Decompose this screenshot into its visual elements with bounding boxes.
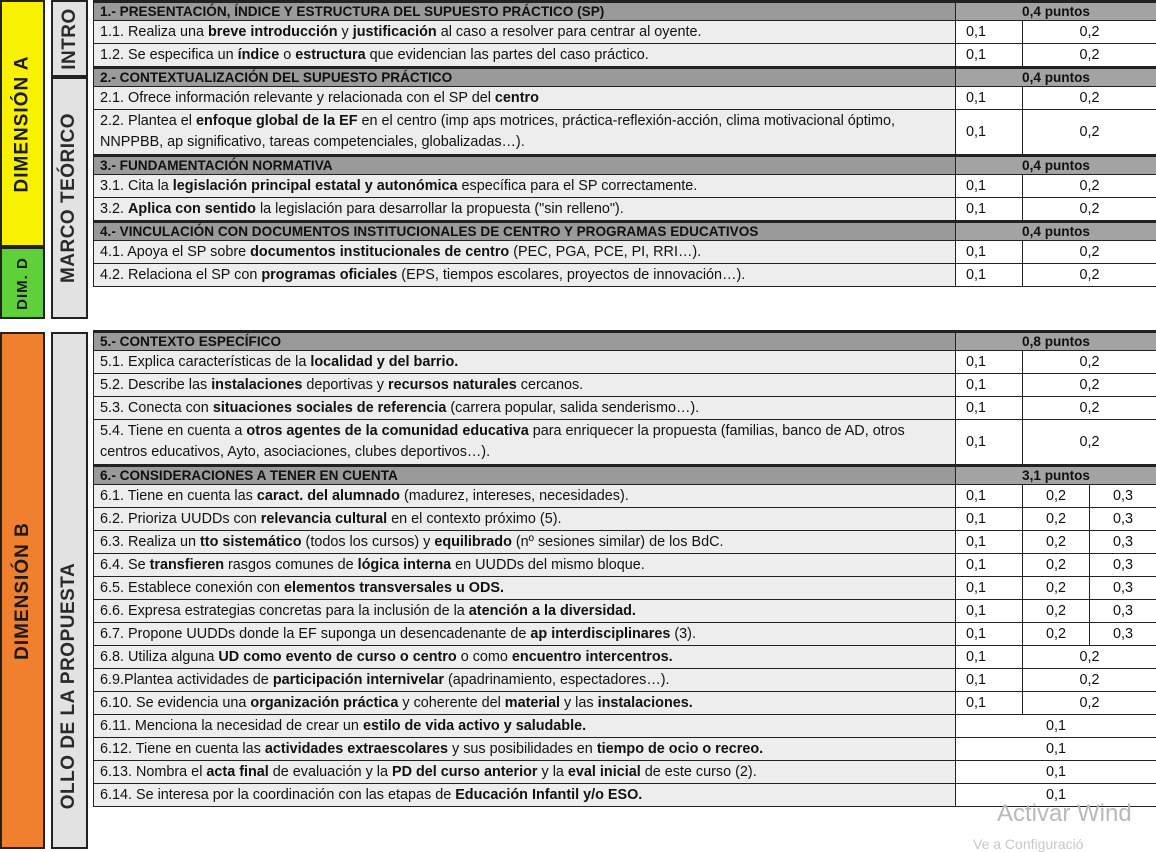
score-cell: 0,1 — [956, 241, 1023, 264]
criterion-text: 1.1. Realiza una breve introducción y justificación al caso a resolver para centrar al oyente. — [94, 21, 956, 44]
section-title: 4.- VINCULACIÓN CON DOCUMENTOS INSTITUCIONALES DE CENTRO Y PROGRAMAS EDUCATIVOS — [94, 222, 956, 241]
section-header — [94, 466, 1156, 485]
criterion-row — [94, 175, 1156, 198]
criterion-text: 5.4. Tiene en cuenta a otros agentes de la comunidad educativa para enriquecer la propuesta (familias, banco de AD, otros centros educativos, Ayto, asociaciones, clubes deportivos…). — [94, 420, 956, 466]
section-points: 0,4 puntos — [956, 68, 1156, 87]
score-cell: 0,1 — [956, 531, 1023, 554]
criterion-row — [94, 508, 1156, 531]
section-title: 2.- CONTEXTUALIZACIÓN DEL SUPUESTO PRÁCTICO — [94, 68, 956, 87]
section-points: 0,4 puntos — [956, 222, 1156, 241]
section-header — [94, 68, 1156, 87]
score-cell: 0,1 — [956, 397, 1023, 420]
score-cell: 0,1 — [956, 692, 1023, 715]
criterion-row — [94, 485, 1156, 508]
score-cell: 0,1 — [956, 623, 1023, 646]
criterion-row — [94, 738, 1156, 761]
criterion-row — [94, 264, 1156, 287]
section-header — [94, 156, 1156, 175]
score-cell: 0,3 — [1090, 508, 1156, 531]
score-cell: 0,1 — [956, 485, 1023, 508]
criterion-row — [94, 715, 1156, 738]
score-cell: 0,2 — [1023, 110, 1156, 156]
criterion-text: 6.13. Nombra el acta final de evaluación y la PD del curso anterior y la eval inicial de este curso (2). — [94, 761, 956, 784]
intro-label: INTRO — [59, 8, 81, 70]
score-cell: 0,1 — [956, 21, 1023, 44]
criterion-text: 6.1. Tiene en cuenta las caract. del alumnado (madurez, intereses, necesidades). — [94, 485, 956, 508]
criterion-text: 6.2. Prioriza UUDDs con relevancia cultural en el contexto próximo (5). — [94, 508, 956, 531]
criterion-row — [94, 21, 1156, 44]
score-cell: 0,2 — [1023, 508, 1090, 531]
criterion-row — [94, 600, 1156, 623]
score-cell: 0,2 — [1023, 623, 1090, 646]
section-title: 1.- PRESENTACIÓN, ÍNDICE Y ESTRUCTURA DEL SUPUESTO PRÁCTICO (SP) — [94, 2, 956, 21]
criterion-row — [94, 241, 1156, 264]
marco-teorico-label: MARCO TEÓRICO — [59, 113, 81, 283]
criterion-text: 6.6. Expresa estrategias concretas para la inclusión de la atención a la diversidad. — [94, 600, 956, 623]
dimension-b-band — [0, 332, 45, 849]
criterion-row — [94, 374, 1156, 397]
dimension-d-band — [0, 247, 45, 319]
criterion-text: 5.2. Describe las instalaciones deportivas y recursos naturales cercanos. — [94, 374, 956, 397]
score-cell: 0,2 — [1023, 21, 1156, 44]
criterion-row — [94, 198, 1156, 222]
score-cell: 0,3 — [1090, 531, 1156, 554]
score-cell: 0,1 — [956, 87, 1023, 110]
criterion-text: 6.11. Menciona la necesidad de crear un estilo de vida activo y saludable. — [94, 715, 956, 738]
criterion-row — [94, 623, 1156, 646]
score-cell: 0,2 — [1023, 646, 1156, 669]
criterion-row — [94, 44, 1156, 68]
criterion-row — [94, 110, 1156, 156]
score-cell: 0,1 — [956, 715, 1156, 738]
score-cell: 0,1 — [956, 44, 1023, 68]
score-cell: 0,3 — [1090, 554, 1156, 577]
criterion-row — [94, 531, 1156, 554]
intro-band — [51, 0, 88, 77]
score-cell: 0,2 — [1023, 531, 1090, 554]
criterion-text: 6.7. Propone UUDDs donde la EF suponga un desencadenante de ap interdisciplinares (3). — [94, 623, 956, 646]
section-title: 3.- FUNDAMENTACIÓN NORMATIVA — [94, 156, 956, 175]
score-cell: 0,2 — [1023, 264, 1156, 287]
score-cell: 0,2 — [1023, 485, 1090, 508]
score-cell: 0,2 — [1023, 669, 1156, 692]
section-header — [94, 2, 1156, 21]
criterion-text: 6.12. Tiene en cuenta las actividades extraescolares y sus posibilidades en tiempo de ocio o recreo. — [94, 738, 956, 761]
criterion-text: 4.2. Relaciona el SP con programas oficiales (EPS, tiempos escolares, proyectos de innovación…). — [94, 264, 956, 287]
desarrollo-label: OLLO DE LA PROPUESTA — [59, 563, 81, 809]
criterion-row — [94, 577, 1156, 600]
criterion-row — [94, 397, 1156, 420]
criterion-row — [94, 761, 1156, 784]
score-cell: 0,1 — [956, 577, 1023, 600]
score-cell: 0,1 — [956, 374, 1023, 397]
criterion-text: 2.2. Plantea el enfoque global de la EF en el centro (imp aps motrices, práctica-reflexión-acción, clima motivacional óptimo, NNPPBB, ap significativo, tareas competenciales, globalizadas…). — [94, 110, 956, 156]
section-points: 0,4 puntos — [956, 156, 1156, 175]
criterion-text: 6.8. Utiliza alguna UD como evento de curso o centro o como encuentro intercentros. — [94, 646, 956, 669]
marco-teorico-band — [51, 77, 88, 319]
criterion-text: 3.2. Aplica con sentido la legislación para desarrollar la propuesta ("sin relleno"). — [94, 198, 956, 222]
score-cell: 0,1 — [956, 508, 1023, 531]
score-cell: 0,1 — [956, 761, 1156, 784]
score-cell: 0,2 — [1023, 374, 1156, 397]
dimension-a-label: DIMENSIÓN A — [12, 55, 34, 192]
score-cell: 0,1 — [956, 175, 1023, 198]
criterion-row — [94, 646, 1156, 669]
score-cell: 0,2 — [1023, 397, 1156, 420]
score-cell: 0,1 — [956, 669, 1023, 692]
rubric-table-top — [93, 0, 1156, 287]
score-cell: 0,1 — [956, 600, 1023, 623]
criterion-row — [94, 692, 1156, 715]
rubric-table-bottom — [93, 330, 1156, 807]
criterion-text: 5.3. Conecta con situaciones sociales de referencia (carrera popular, salida senderismo…). — [94, 397, 956, 420]
section-points: 3,1 puntos — [956, 466, 1156, 485]
dimension-b-label: DIMENSIÓN B — [12, 522, 34, 660]
score-cell: 0,1 — [956, 784, 1156, 807]
criterion-text: 1.2. Se especifica un índice o estructura que evidencian las partes del caso práctico. — [94, 44, 956, 68]
dimension-d-label: DIM. D — [14, 257, 31, 310]
criterion-text: 6.10. Se evidencia una organización práctica y coherente del material y las instalaciones. — [94, 692, 956, 715]
activation-watermark-sub: Ve a Configuració — [973, 836, 1084, 852]
score-cell: 0,1 — [956, 420, 1023, 466]
criterion-text: 3.1. Cita la legislación principal estatal y autonómica específica para el SP correctamente. — [94, 175, 956, 198]
score-cell: 0,1 — [956, 110, 1023, 156]
criterion-text: 6.14. Se interesa por la coordinación con las etapas de Educación Infantil y/o ESO. — [94, 784, 956, 807]
section-points: 0,4 puntos — [956, 2, 1156, 21]
score-cell: 0,1 — [956, 738, 1156, 761]
score-cell: 0,2 — [1023, 198, 1156, 222]
score-cell: 0,2 — [1023, 577, 1090, 600]
criterion-row — [94, 554, 1156, 577]
dimension-a-band — [0, 0, 45, 247]
score-cell: 0,3 — [1090, 600, 1156, 623]
section-title: 6.- CONSIDERACIONES A TENER EN CUENTA — [94, 466, 956, 485]
score-cell: 0,2 — [1023, 692, 1156, 715]
criterion-text: 6.5. Establece conexión con elementos transversales u ODS. — [94, 577, 956, 600]
score-cell: 0,1 — [956, 351, 1023, 374]
score-cell: 0,2 — [1023, 420, 1156, 466]
score-cell: 0,2 — [1023, 600, 1090, 623]
score-cell: 0,2 — [1023, 44, 1156, 68]
criterion-text: 5.1. Explica características de la localidad y del barrio. — [94, 351, 956, 374]
score-cell: 0,1 — [956, 554, 1023, 577]
criterion-text: 6.4. Se transfieren rasgos comunes de lógica interna en UUDDs del mismo bloque. — [94, 554, 956, 577]
section-header — [94, 222, 1156, 241]
score-cell: 0,3 — [1090, 485, 1156, 508]
score-cell: 0,2 — [1023, 175, 1156, 198]
criterion-row — [94, 351, 1156, 374]
desarrollo-band — [51, 332, 88, 849]
score-cell: 0,2 — [1023, 554, 1090, 577]
score-cell: 0,1 — [956, 264, 1023, 287]
criterion-row — [94, 784, 1156, 807]
criterion-text: 6.9.Plantea actividades de participación internivelar (apadrinamiento, espectadores…). — [94, 669, 956, 692]
section-points: 0,8 puntos — [956, 332, 1156, 351]
section-title: 5.- CONTEXTO ESPECÍFICO — [94, 332, 956, 351]
activation-watermark: Activar Wind — [997, 800, 1132, 828]
criterion-row — [94, 669, 1156, 692]
score-cell: 0,3 — [1090, 577, 1156, 600]
criterion-row — [94, 420, 1156, 466]
score-cell: 0,2 — [1023, 87, 1156, 110]
score-cell: 0,3 — [1090, 623, 1156, 646]
criterion-text: 4.1. Apoya el SP sobre documentos institucionales de centro (PEC, PGA, PCE, PI, RRI…). — [94, 241, 956, 264]
score-cell: 0,2 — [1023, 351, 1156, 374]
criterion-text: 2.1. Ofrece información relevante y relacionada con el SP del centro — [94, 87, 956, 110]
score-cell: 0,1 — [956, 198, 1023, 222]
criterion-row — [94, 87, 1156, 110]
section-header — [94, 332, 1156, 351]
score-cell: 0,2 — [1023, 241, 1156, 264]
criterion-text: 6.3. Realiza un tto sistemático (todos los cursos) y equilibrado (nº sesiones similar) de los BdC. — [94, 531, 956, 554]
score-cell: 0,1 — [956, 646, 1023, 669]
